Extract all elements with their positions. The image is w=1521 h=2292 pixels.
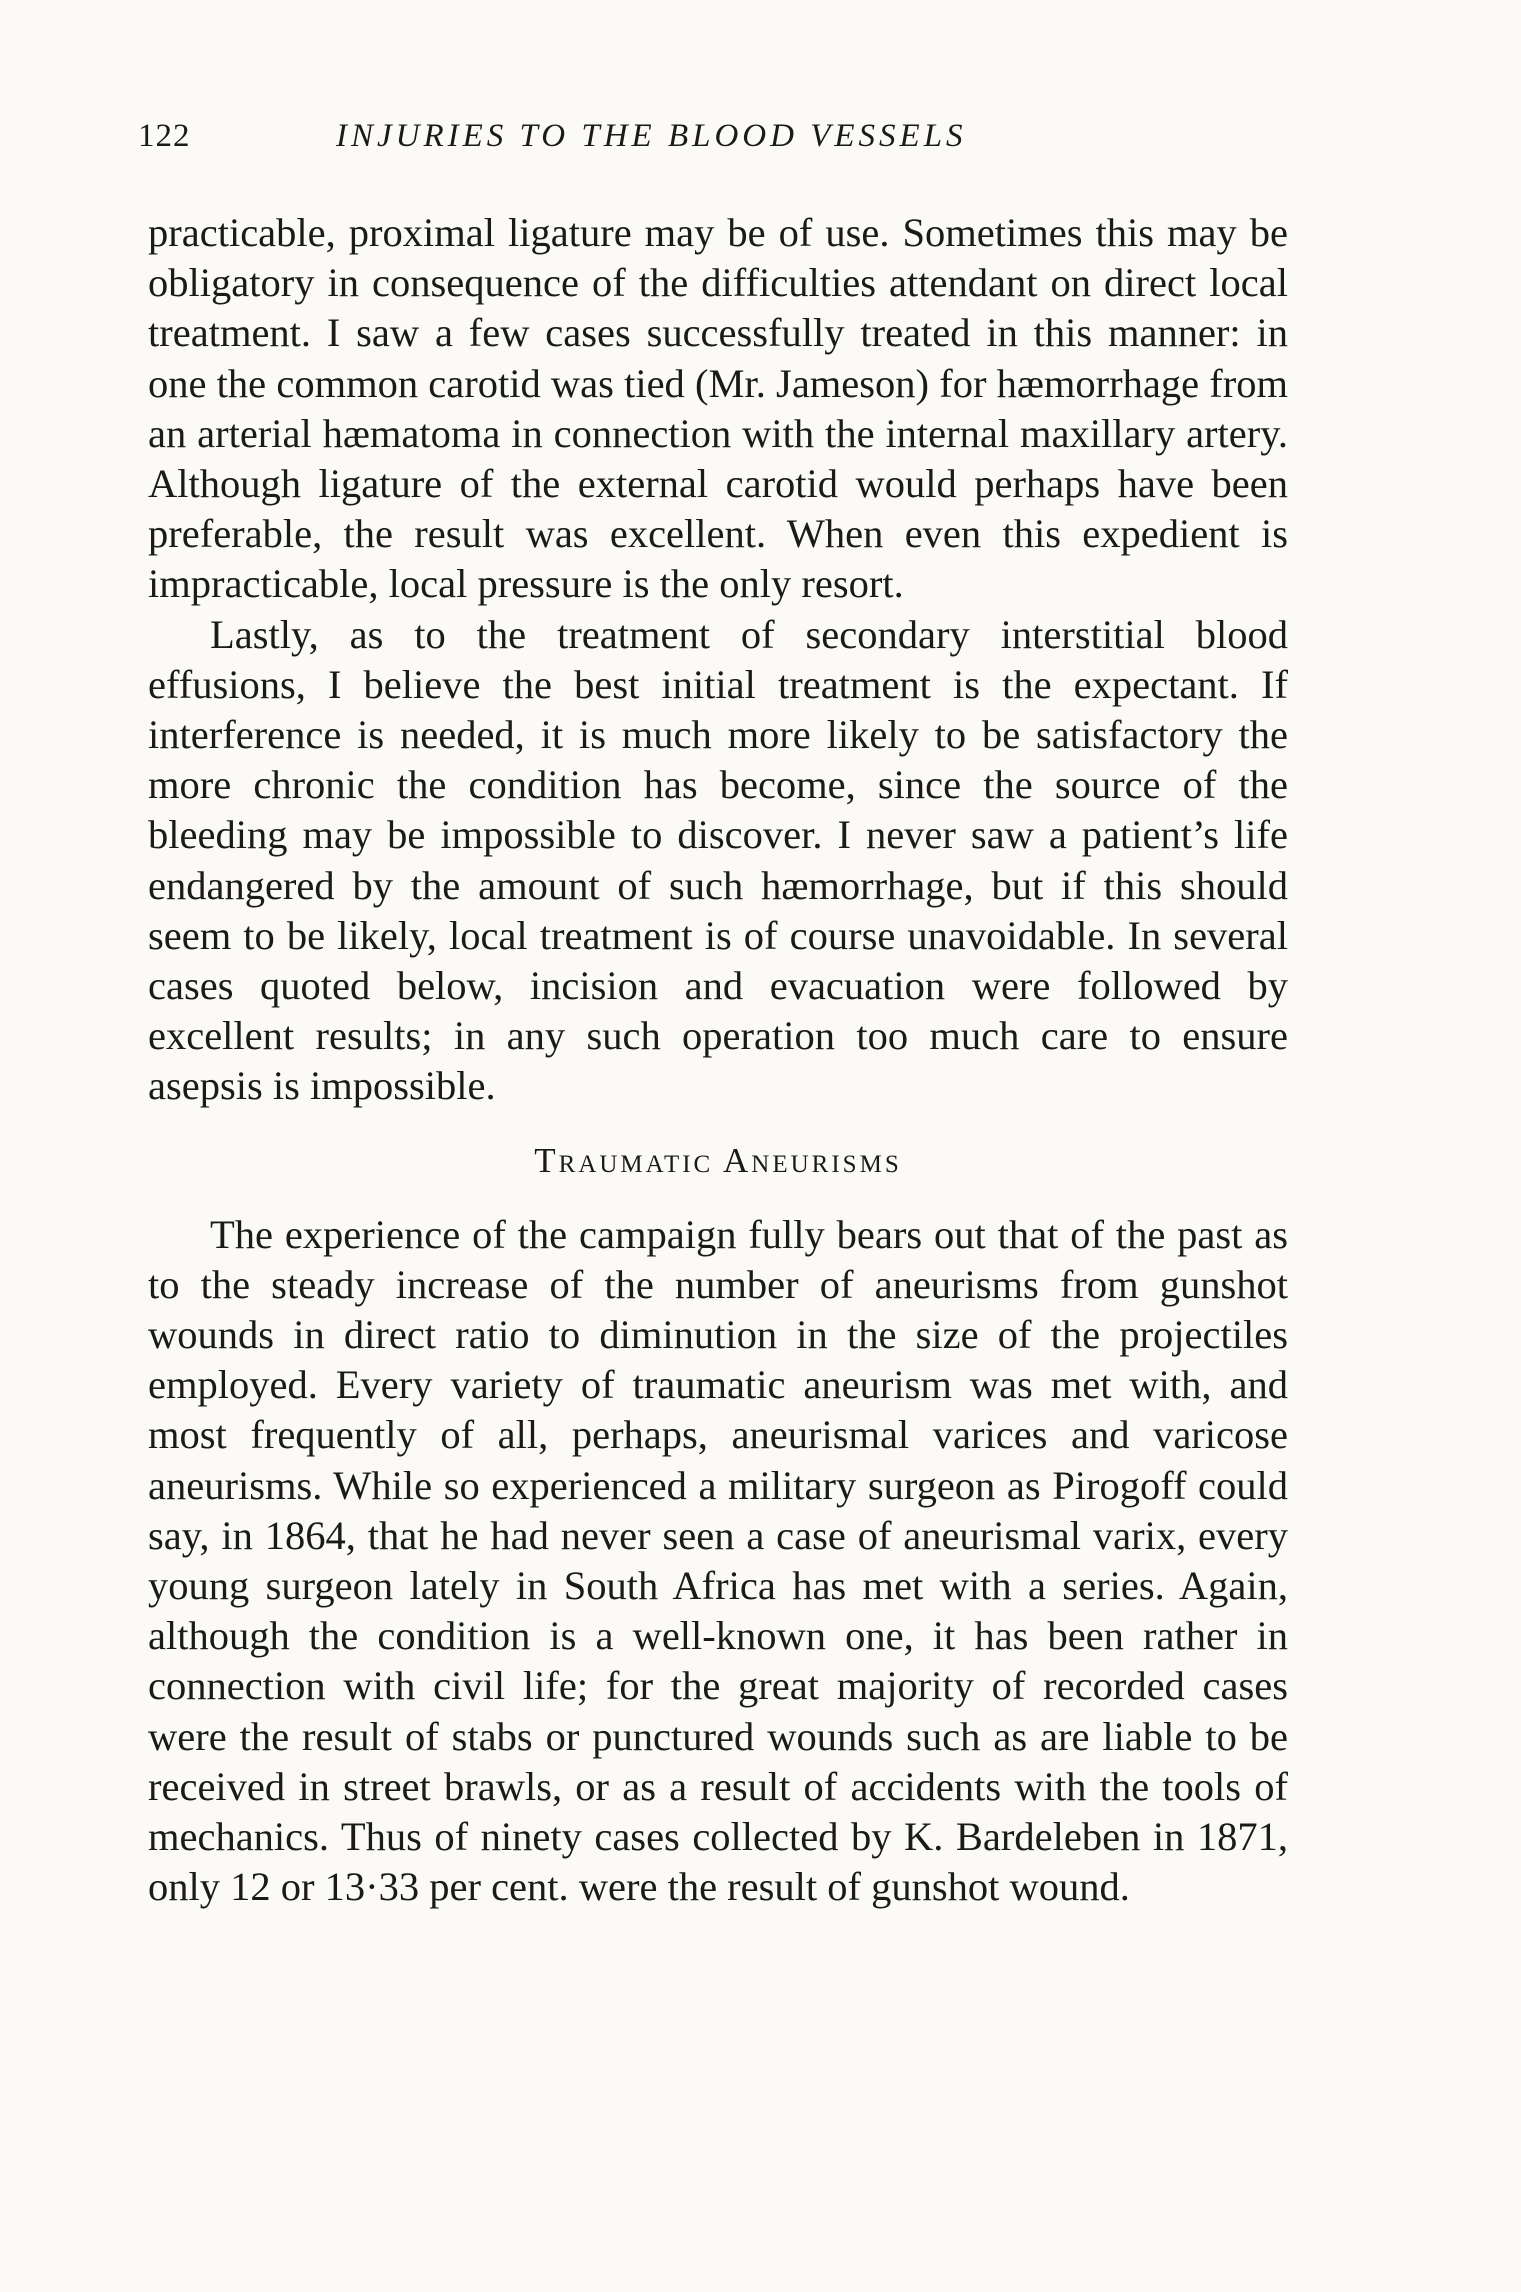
running-title: INJURIES TO THE BLOOD VESSELS (336, 118, 967, 154)
page-number: 122 (138, 118, 191, 154)
paragraph-treatment: Lastly, as to the treatment of secondary interstitial blood effusions, I believe the best initial treatment is the expectant. If interference is needed, it is much more likely to be satisfactory the more chronic the condition has become, since the source of the bleeding may be impossible to discover. I never saw a patient’s life endangered by the amount of such hæmorrhage, but if this should seem to be likely, local treatment is of course unavoidable. In several cases quoted below, incision and evacuation were followed by excellent results; in any such operation too much care to ensure asepsis is impossible. (148, 611, 1288, 1109)
book-page (138, 118, 1288, 1913)
page-header (138, 118, 1288, 178)
paragraph-continued: practicable, proximal ligature may be of use. Sometimes this may be obligatory in consequence of the difficulties attendant on direct local treatment. I saw a few cases successfully treated in this manner: in one the common carotid was tied (Mr. Jameson) for hæmorrhage from an arterial hæmatoma in connection with the internal maxillary artery. Although ligature of the external carotid would perhaps have been preferable, the result was excellent. When even this expedient is impracticable, local pressure is the only resort. (148, 210, 1288, 607)
paragraph-aneurisms: The experience of the campaign fully bears out that of the past as to the steady increase of the number of aneurisms from gunshot wounds in direct ratio to diminution in the size of the projectiles employed. Every variety of traumatic aneurism was met with, and most frequently of all, perhaps, aneurismal varices and varicose aneurisms. While so experienced a military surgeon as Pirogoff could say, in 1864, that he had never seen a case of aneurismal varix, every young surgeon lately in South Africa has met with a series. Again, although the condition is a well-known one, it has been rather in connection with civil life; for the great majority of recorded cases were the result of stabs or punctured wounds such as are liable to be received in street brawls, or as a result of accidents with the tools of mechanics. Thus of ninety cases collected by K. Bardeleben in 1871, only 12 or 13·33 per cent. were the result of gunshot wound. (148, 1211, 1288, 1910)
section-heading: Traumatic Aneurisms (534, 1140, 902, 1180)
